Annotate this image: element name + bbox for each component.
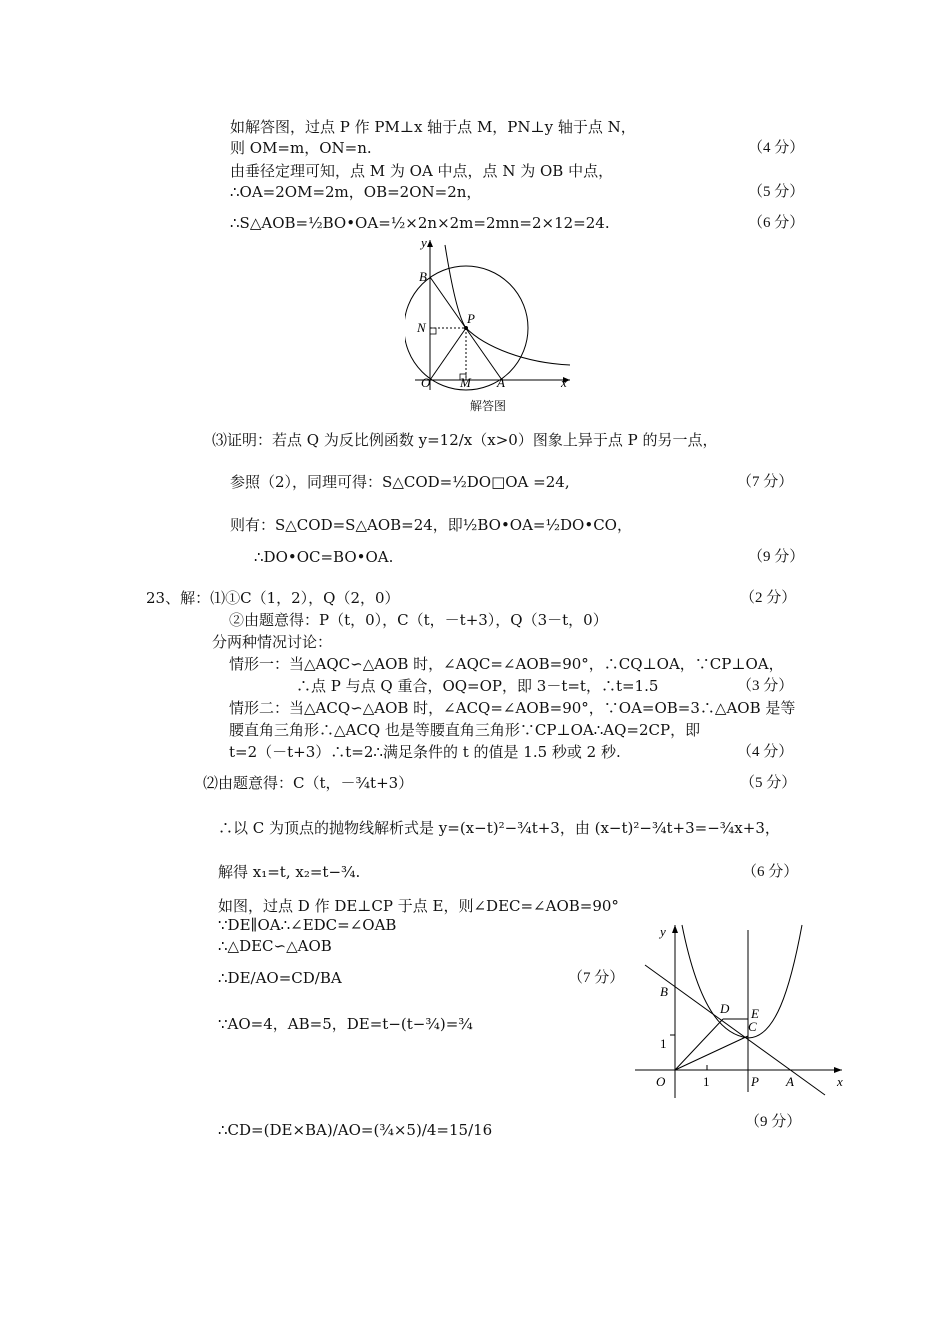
- q23-line-11: 解得 x₁=t, x₂=t−¾.: [218, 863, 361, 881]
- q23-score-17: （9 分）: [745, 1114, 802, 1130]
- q23-line-16: ∵AO=4，AB=5，DE=t−(t−¾)=¾: [218, 1015, 473, 1033]
- p1-line-5: ∴S△AOB=½BO•OA=½×2n×2m=2mn=2×12=24.: [230, 214, 610, 232]
- q23-score-15: （7 分）: [568, 970, 625, 986]
- answer-figure: [405, 235, 580, 395]
- fig2-label-A: A: [786, 1074, 794, 1089]
- p1-score-4: （5 分）: [748, 184, 805, 200]
- q23-line-15: ∴DE/AO=CD/BA: [218, 969, 342, 987]
- fig1-label-P: P: [467, 311, 475, 326]
- q23-figure: [630, 920, 855, 1100]
- q23-line-14: ∴△DEC∽△AOB: [218, 937, 332, 955]
- p1-score-2: （4 分）: [748, 140, 805, 156]
- q23-line-13: ∵DE∥OA∴∠EDC=∠OAB: [218, 916, 397, 934]
- p1-line-2: 则 OM=m，ON=n.: [230, 139, 372, 157]
- figure-caption: 解答图: [470, 399, 507, 413]
- p3-line-3: 则有：S△COD=S△AOB=24，即½BO•OA=½DO•CO，: [230, 516, 632, 534]
- fig2-label-y: y: [660, 924, 666, 939]
- fig2-label-one-x: 1: [703, 1074, 710, 1089]
- fig1-label-y: y: [421, 235, 427, 250]
- p1-line-4: ∴OA=2OM=2m，OB=2ON=2n，: [230, 183, 482, 201]
- fig1-label-B: B: [419, 269, 427, 284]
- q23-line-7: 腰直角三角形∴△ACQ 也是等腰直角三角形∵CP⊥OA∴AQ=2CP，即: [229, 721, 701, 739]
- fig1-label-A: A: [497, 375, 505, 390]
- fig1-label-M: M: [460, 375, 471, 390]
- fig2-label-B: B: [660, 984, 668, 999]
- q23-line-9: ⑵由题意得：C（t，－¾t+3）: [203, 774, 414, 792]
- fig1-label-x: x: [561, 375, 567, 390]
- fig2-label-D: D: [720, 1001, 730, 1016]
- fig2-label-C: C: [748, 1019, 757, 1034]
- fig1-label-N: N: [417, 320, 426, 335]
- p1-line-1: 如解答图，过点 P 作 PM⊥x 轴于点 M，PN⊥y 轴于点 N，: [230, 118, 636, 136]
- p3-score-4: （9 分）: [748, 549, 805, 565]
- q23-score-8: （4 分）: [737, 744, 794, 760]
- q23-line-4: 情形一：当△AQC∽△AOB 时，∠AQC=∠AOB=90°，∴CQ⊥OA，∵CP⊥OA，: [229, 655, 784, 673]
- fig2-label-P: P: [751, 1074, 759, 1089]
- fig2-label-E: E: [751, 1006, 759, 1021]
- fig2-label-one-y: 1: [660, 1036, 667, 1051]
- q23-line-3: 分两种情况讨论：: [212, 633, 333, 651]
- q23-line-12: 如图，过点 D 作 DE⊥CP 于点 E，则∠DEC=∠AOB=90°: [218, 897, 619, 915]
- q23-line-5: ∴点 P 与点 Q 重合，OQ=OP，即 3－t=t，∴t=1.5: [296, 677, 659, 695]
- p3-score-2: （7 分）: [737, 474, 794, 490]
- q23-line-8: t=2（－t+3）∴t=2∴满足条件的 t 的值是 1.5 秒或 2 秒.: [229, 743, 621, 761]
- fig1-label-O: O: [421, 375, 431, 390]
- q23-score-1: （2 分）: [740, 590, 797, 606]
- p3-line-4: ∴DO•OC=BO•OA.: [254, 548, 394, 566]
- q23-score-11: （6 分）: [742, 864, 799, 880]
- p3-line-1: ⑶证明：若点 Q 为反比例函数 y=12/x（x>0）图象上异于点 P 的另一点，: [212, 431, 718, 449]
- q23-line-2: ②由题意得：P（t，0），C（t，－t+3），Q（3－t，0）: [229, 611, 608, 629]
- p1-line-3: 由垂径定理可知，点 M 为 OA 中点，点 N 为 OB 中点，: [230, 162, 614, 180]
- p1-score-5: （6 分）: [748, 215, 805, 231]
- q23-line-10: ∴以 C 为顶点的抛物线解析式是 y=(x−t)²−¾t+3，由 (x−t)²−¾t+3=−¾x+3，: [218, 819, 780, 837]
- p3-line-2: 参照（2），同理可得：S△COD=½DO□OA =24,: [230, 473, 570, 491]
- fig2-label-O: O: [656, 1074, 666, 1089]
- q23-score-9: （5 分）: [740, 775, 797, 791]
- q23-line-6: 情形二：当△ACQ∽△AOB 时，∠ACQ=∠AOB=90°，∵OA=OB=3∴△AOB 是等: [229, 699, 796, 717]
- q23-line-1: 23、解：⑴①C（1，2），Q（2，0）: [146, 589, 400, 607]
- fig2-label-x: x: [837, 1074, 843, 1089]
- q23-line-17: ∴CD=(DE×BA)/AO=(¾×5)/4=15/16: [218, 1121, 493, 1139]
- q23-score-5: （3 分）: [737, 678, 794, 694]
